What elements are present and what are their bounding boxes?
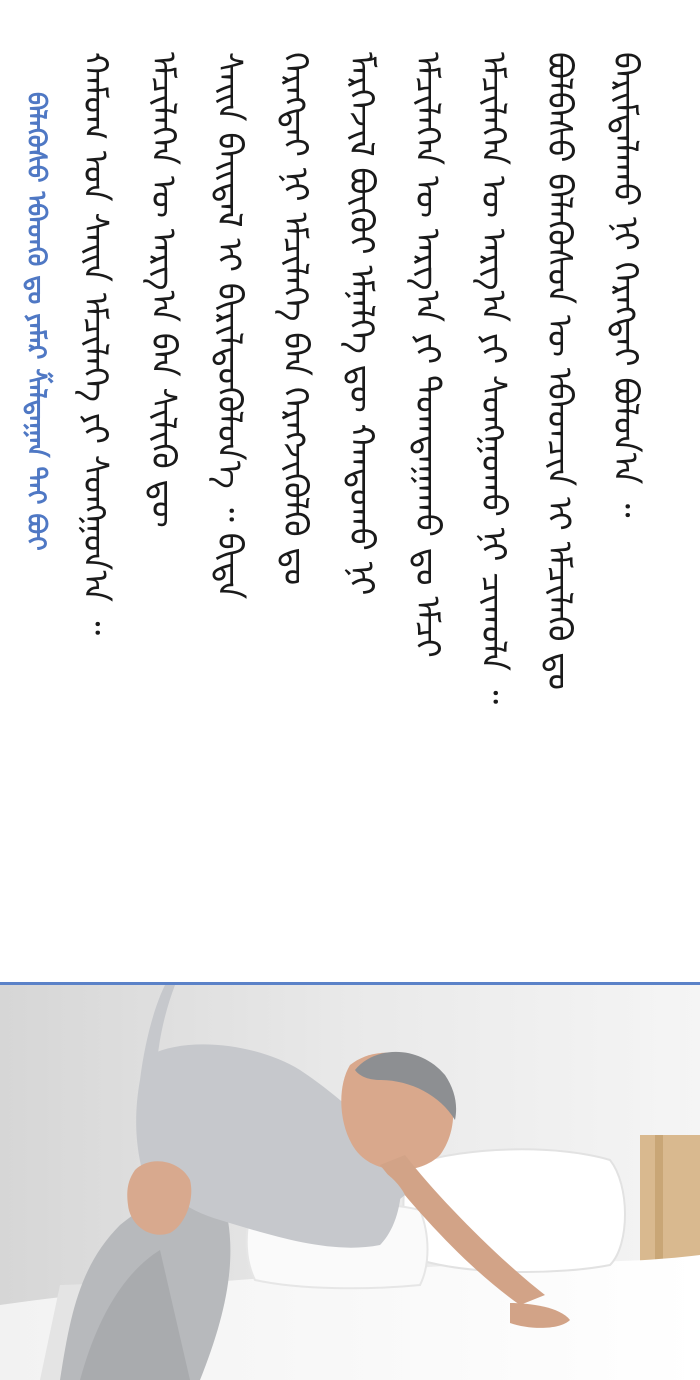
paragraph-line-9: ᠬᠠᠮᠤᠭ ᠤᠨ ᠰᠠᠢᠨ ᠡᠮᠴᠢᠯᠡᠭᠡ ᠶᠢ ᠰᠣᠩᠭᠣᠨ᠎ᠠ ᠃ bbox=[75, 52, 115, 636]
paragraph-line-1: ᠪᠠᠷᠢᠮᠲᠠᠯᠠᠬᠤ ᠨᠢ ᠬᠡᠷᠡᠭᠲᠡᠢ ᠪᠣᠯᠤᠨ᠎ᠠ ᠃ bbox=[605, 52, 645, 518]
paragraph-line-8: ᠡᠮᠴᠢᠯᠡᠭᠡᠨ ᠦ ᠠᠷᠭ᠎ᠠ ᠪᠡᠨ ᠰᠢᠯᠢᠬᠦ ᠳᠦ bbox=[143, 52, 183, 528]
paragraph-line-5: ᠮᠡᠷᠭᠡᠵᠢᠯ ᠪᠦᠬᠦᠢ ᠡᠮᠨᠡᠯᠭᠡ ᠳᠦ ᠬᠠᠨᠳᠤᠬᠤ ᠨᠢ bbox=[341, 52, 381, 596]
paragraph-line-3: ᠡᠮᠴᠢᠯᠡᠭᠡᠨ ᠦ ᠠᠷᠭ᠎ᠠ ᠶᠢ ᠰᠣᠩᠭᠣᠬᠤ ᠨᠢ ᠴᠢᠬᠤᠯᠠ ᠃ bbox=[473, 52, 513, 705]
paragraph-line-7: ᠰᠠᠢᠨ ᠪᠠᠢᠳᠠᠯ ᠢ ᠪᠢᠷᠢᠯᠳᠦᠭᠦᠯᠦᠨ᠎ᠡ ᠃ ᠪᠢᠳᠡ bbox=[209, 52, 249, 600]
article-title: ᠪᠡᠯᠡᠭᠦᠰᠥ ᠡᠪᠡᠳᠬᠦ ᠳᠤ ᠶᠠᠮᠠᠷ ᠱᠠᠯᠲᠠᠭᠠᠨ ᠲᠠᠢ ᠪᠤᠢ bbox=[21, 92, 51, 551]
paragraph-line-4: ᠡᠮᠴᠢᠯᠡᠭᠡᠨ ᠦ ᠠᠷᠭ᠎ᠠ ᠶᠢ ᠲᠣᠭᠲᠠᠭᠠᠬᠤ ᠳᠤ ᠡᠮᠴᠢ bbox=[407, 52, 447, 658]
paragraph-line-6: ᠬᠡᠷᠡᠭᠲᠡᠢ ᠨᠢ ᠡᠮᠴᠢᠯᠡᠭᠡ ᠪᠡᠨ ᠬᠡᠷᠡᠭᠵᠢᠭᠦᠯᠬᠦ ᠳᠤ bbox=[275, 52, 315, 586]
photo-illustration bbox=[0, 985, 700, 1380]
article-photo bbox=[0, 985, 700, 1380]
head bbox=[341, 1052, 456, 1170]
paragraph-line-2: ᠪᠣᠯᠪᠠᠰᠤ ᠪᠡᠯᠡᠭᠦᠰᠦᠨ ᠦ ᠡᠪᠡᠳᠴᠢᠨ ᠢ ᠡᠮᠴᠢᠯᠡᠬᠦ ᠳᠤ bbox=[539, 52, 579, 691]
